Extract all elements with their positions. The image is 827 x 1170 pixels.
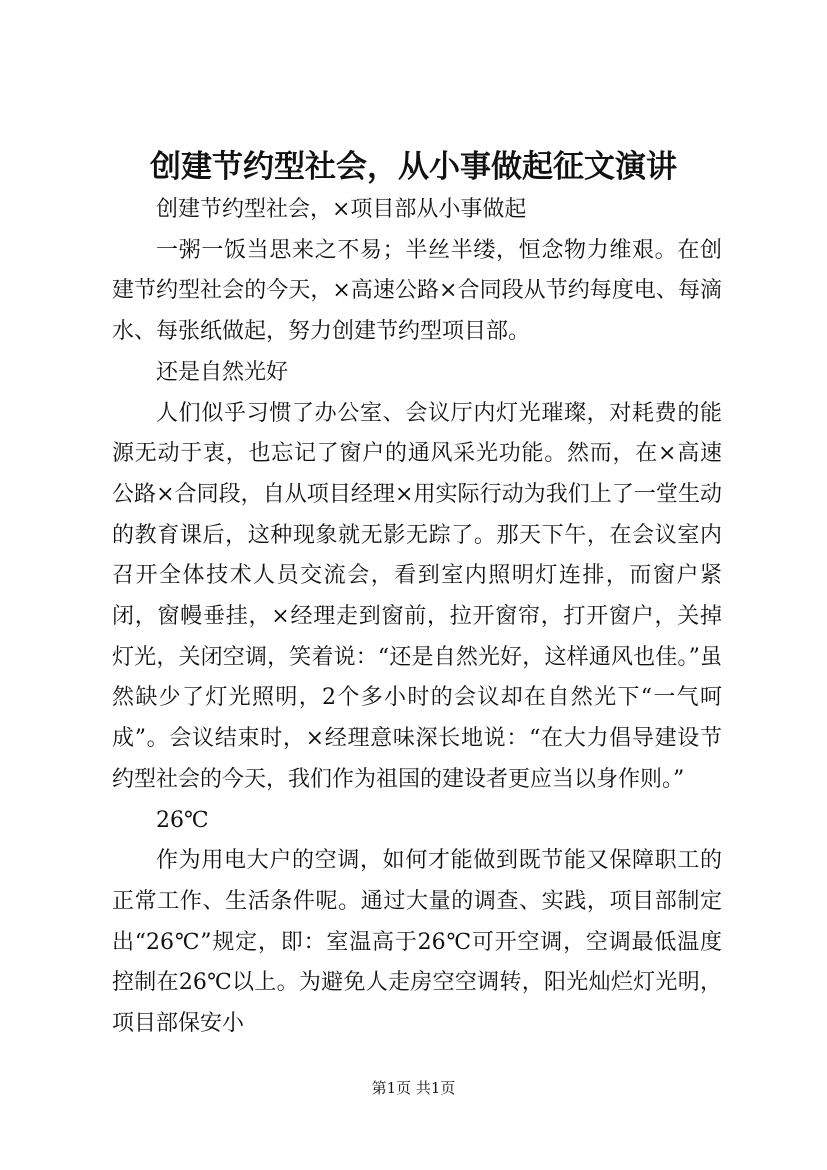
page-footer: 第1页 共1页 bbox=[371, 1079, 456, 1097]
document-title: 创建节约型社会，从小事做起征文演讲 bbox=[150, 149, 677, 185]
paragraph-natural-light: 人们似乎习惯了办公室、会议厅内灯光璀璨，对耗费的能源无动于衷，也忘记了窗户的通风采光功能。然而，在×高速公路×合同段，自从项目经理×用实际行动为我们上了一堂生动的教育课后，这种现象就无影无踪了。那天下午，在会议室内召开全体技术人员交流会，看到室内照明灯连排，而窗户紧闭，窗幔垂挂，×经理走到窗前，拉开窗帘，打开窗户，关掉灯光，关闭空调，笑着说：“还是自然光好，这样通风也佳。”虽然缺少了灯光照明，2个多小时的会议却在自然光下“一气呵成”。会议结束时，×经理意味深长地说：“在大力倡导建设节约型社会的今天，我们作为祖国的建设者更应当以身作则。” bbox=[112, 400, 722, 792]
paragraph-subtitle: 创建节约型社会，×项目部从小事做起 bbox=[156, 197, 527, 222]
paragraph-heading-natural-light: 还是自然光好 bbox=[156, 359, 289, 385]
paragraph-heading-26c: 26℃ bbox=[156, 807, 209, 833]
paragraph-intro: 一粥一饭当思来之不易；半丝半缕，恒念物力维艰。在创建节约型社会的今天，×高速公路×合同段从节约每度电、每滴水、每张纸做起，努力创建节约型项目部。 bbox=[112, 237, 722, 345]
document-body bbox=[112, 190, 722, 1045]
paragraph-air-conditioning: 作为用电大户的空调，如何才能做到既节能又保障职工的正常工作、生活条件呢。通过大量的调查、实践，项目部制定出“26℃”规定，即：室温高于26℃可开空调，空调最低温度控制在26℃以上。为避免人走房空空调转，阳光灿烂灯光明，项目部保安小 bbox=[112, 848, 722, 1037]
